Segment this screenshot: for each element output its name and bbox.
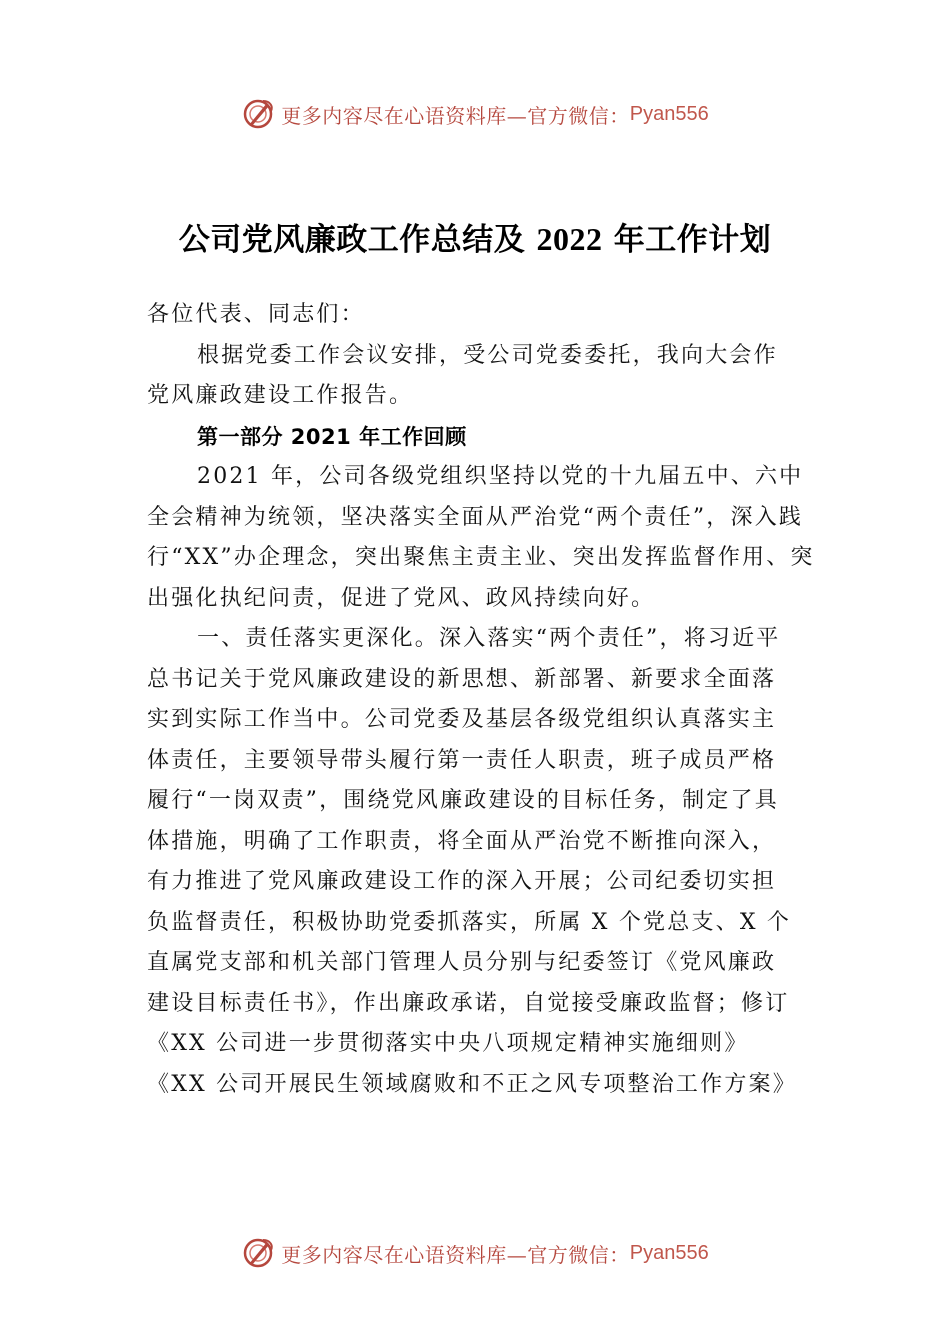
text-line: 有力推进了党风廉政建设工作的深入开展；公司纪委切实担 xyxy=(147,869,777,894)
text-line: 直属党支部和机关部门管理人员分别与纪委签订《党风廉政 xyxy=(147,950,777,975)
text-line: 实到实际工作当中。公司党委及基层各级党组织认真落实主 xyxy=(147,707,777,732)
banner-account: Pyan556 xyxy=(629,102,709,125)
text-line: 《XX 公司开展民生领域腐败和不正之风专项整治工作方案》 xyxy=(147,1071,797,1097)
text-line: 根据党委工作会议安排，受公司党委委托，我向大会作 xyxy=(197,342,778,368)
point-one-paragraph xyxy=(147,619,827,1105)
text-line: 一、责任落实更深化。深入落实“两个责任”，将习近平 xyxy=(197,626,781,651)
banner-account: Pyan556 xyxy=(629,1241,709,1264)
overview-paragraph xyxy=(147,457,827,619)
title-prefix: 公司党风廉政工作总结及 xyxy=(178,222,526,258)
text-line: 负监督责任，积极协助党委抓落实，所属 X 个党总支、X 个 xyxy=(147,909,792,935)
text-line: 体措施，明确了工作职责，将全面从严治党不断推向深入， xyxy=(147,828,777,854)
text-line: 《XX 公司进一步贯彻落实中央八项规定精神实施细则》 xyxy=(147,1031,749,1056)
title-year: 2022 xyxy=(536,221,603,257)
quill-seal-icon xyxy=(241,1236,275,1270)
text-line: 建设目标责任书》，作出廉政承诺，自觉接受廉政监督；修订 xyxy=(147,990,790,1016)
section-heading: 第一部分 2021 年工作回顾 xyxy=(197,424,467,449)
document-body xyxy=(147,295,827,1105)
banner-text: 更多内容尽在心语资料库—官方微信： xyxy=(281,1242,630,1267)
document-title xyxy=(0,214,950,259)
text-line: 全会精神为统领，坚决落实全面从严治党“两个责任”，深入践 xyxy=(147,504,804,530)
text-line: 体责任，主要领导带头履行第一责任人职责，班子成员严格 xyxy=(147,747,777,773)
text-line: 2021 年，公司各级党组织坚持以党的十九届五中、六中 xyxy=(197,464,804,489)
text-line: 行“XX”办企理念，突出聚焦主责主业、突出发挥监督作用、突 xyxy=(147,545,815,570)
title-suffix: 年工作计划 xyxy=(613,222,772,258)
banner-text: 更多内容尽在心语资料库—官方微信： xyxy=(281,103,630,128)
header-watermark-banner xyxy=(0,94,950,134)
salutation: 各位代表、同志们： xyxy=(147,302,365,327)
quill-seal-icon xyxy=(241,97,275,131)
text-line: 总书记关于党风廉政建设的新思想、新部署、新要求全面落 xyxy=(147,666,777,692)
text-line: 党风廉政建设工作报告。 xyxy=(147,383,414,408)
text-line: 出强化执纪问责，促进了党风、政风持续向好。 xyxy=(147,585,656,611)
intro-paragraph xyxy=(147,336,827,417)
text-line: 履行“一岗双责”，围绕党风廉政建设的目标任务，制定了具 xyxy=(147,788,779,813)
footer-watermark-banner xyxy=(0,1233,950,1273)
